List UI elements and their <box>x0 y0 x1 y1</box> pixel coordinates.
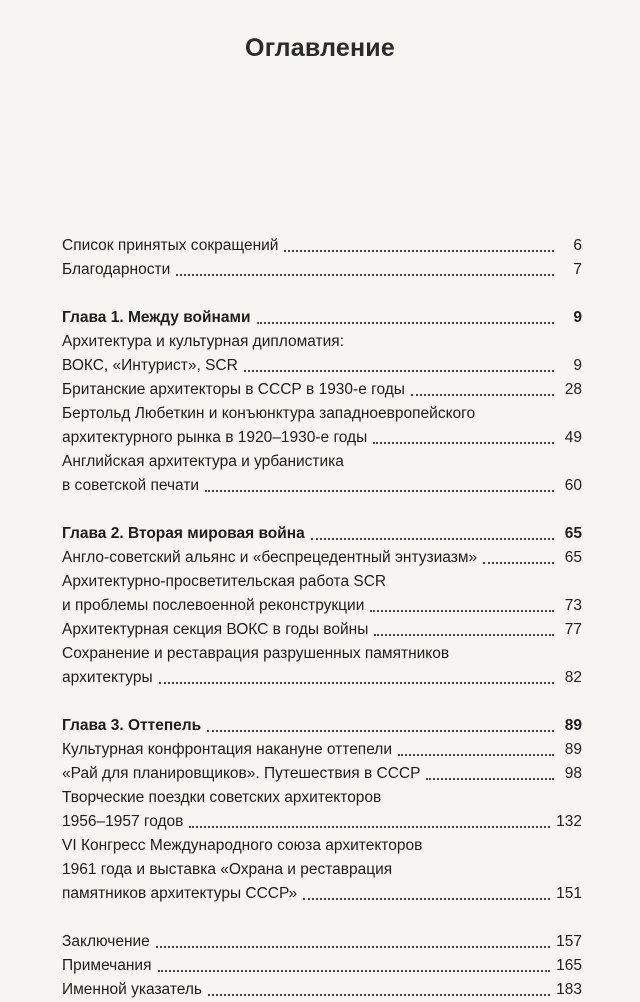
toc-page-number: 132 <box>556 813 582 830</box>
toc-entry-line: Бертольд Любеткин и конъюнктура западноевропейского <box>62 405 476 422</box>
dot-leader <box>176 273 554 276</box>
toc-entry-1-4[interactable] <box>62 474 582 498</box>
toc-entry-2-2[interactable] <box>62 594 582 618</box>
dot-leader <box>311 537 554 540</box>
dot-leader <box>398 753 554 756</box>
chapter-title: Глава 3. Оттепель <box>62 717 202 734</box>
toc-page-number: 77 <box>564 621 582 638</box>
toc-page-number: 65 <box>564 549 582 566</box>
toc-entry-line: 1961 года и выставка «Охрана и реставрация <box>62 861 393 878</box>
toc-page-number: 89 <box>564 741 582 758</box>
toc-entry-title: архитектуры <box>62 669 153 686</box>
toc-chapter-3[interactable] <box>62 714 582 738</box>
toc-entry-title: архитектурного рынка в 1920–1930-е годы <box>62 429 368 446</box>
toc-page-number: 60 <box>564 477 582 494</box>
toc-entry-2-3[interactable] <box>62 618 582 642</box>
dot-leader <box>284 249 554 252</box>
dot-leader <box>159 681 554 684</box>
toc-entry-1-3[interactable] <box>62 426 582 450</box>
toc-page-number: 7 <box>573 261 582 278</box>
toc-page-number: 9 <box>573 357 582 374</box>
toc-page-number: 6 <box>573 237 582 254</box>
dot-leader <box>244 369 554 372</box>
toc-page-number: 183 <box>556 981 582 998</box>
toc-entry-title: Именной указатель <box>62 981 202 998</box>
toc-entry-3-3[interactable] <box>62 810 582 834</box>
dot-leader <box>156 945 550 948</box>
page-title: Оглавление <box>245 34 395 62</box>
toc-entry-line: Творческие поездки советских архитекторов <box>62 789 382 806</box>
toc-entry-title: ВОКС, «Интурист», SCR <box>62 357 238 374</box>
toc-page-number: 65 <box>564 525 582 542</box>
toc-entry-3-1[interactable] <box>62 738 582 762</box>
toc-entry-title: Благодарности <box>62 261 171 278</box>
toc-entry-3-4[interactable] <box>62 882 582 906</box>
toc-entry-title: «Рай для планировщиков». Путешествия в СССР <box>62 765 421 782</box>
toc-page-number: 157 <box>556 933 582 950</box>
dot-leader <box>374 633 554 636</box>
toc-page-number: 49 <box>564 429 582 446</box>
toc-page-number: 82 <box>564 669 582 686</box>
toc-entry-title: Англо-советский альянс и «беспрецедентный энтузиазм» <box>62 549 478 566</box>
dot-leader <box>411 393 554 396</box>
table-of-contents <box>62 234 582 1002</box>
toc-entry-title: Список принятых сокращений <box>62 237 279 254</box>
toc-entry-acknowledgements[interactable] <box>62 258 582 282</box>
toc-entry-title: Культурная конфронтация накануне оттепели <box>62 741 393 758</box>
toc-entry-title: Архитектурная секция ВОКС в годы войны <box>62 621 369 638</box>
toc-entry-title: в советской печати <box>62 477 200 494</box>
dot-leader <box>189 825 550 828</box>
toc-entry-line: Архитектурно-просветительская работа SCR <box>62 573 387 590</box>
chapter-title: Глава 2. Вторая мировая война <box>62 525 305 542</box>
dot-leader <box>483 561 554 564</box>
toc-entry-title: 1956–1957 годов <box>62 813 184 830</box>
chapter-title: Глава 1. Между войнами <box>62 309 251 326</box>
toc-page-number: 89 <box>564 717 582 734</box>
toc-entry-notes[interactable] <box>62 954 582 978</box>
toc-entry-line: Английская архитектура и урбанистика <box>62 453 344 470</box>
toc-entry-title: и проблемы послевоенной реконструкции <box>62 597 365 614</box>
toc-chapter-2[interactable] <box>62 522 582 546</box>
toc-entry-2-1[interactable] <box>62 546 582 570</box>
dot-leader <box>207 729 554 732</box>
toc-entry-line: Архитектура и культурная дипломатия: <box>62 333 345 350</box>
dot-leader <box>426 777 554 780</box>
toc-chapter-1[interactable] <box>62 306 582 330</box>
toc-entry-conclusion[interactable] <box>62 930 582 954</box>
toc-entry-title: Британские архитекторы в СССР в 1930-е годы <box>62 381 405 398</box>
toc-page-number: 151 <box>556 885 582 902</box>
dot-leader <box>370 609 554 612</box>
dot-leader <box>205 489 554 492</box>
dot-leader <box>208 993 550 996</box>
toc-entry-abbreviations[interactable] <box>62 234 582 258</box>
toc-page-number: 28 <box>564 381 582 398</box>
toc-page-number: 73 <box>564 597 582 614</box>
dot-leader <box>257 321 554 324</box>
dot-leader <box>373 441 554 444</box>
dot-leader <box>303 897 550 900</box>
toc-entry-title: Примечания <box>62 957 152 974</box>
toc-entry-line: Сохранение и реставрация разрушенных памятников <box>62 645 450 662</box>
toc-entry-name-index[interactable] <box>62 978 582 1002</box>
toc-entry-title: Заключение <box>62 933 150 950</box>
toc-entry-line: VI Конгресс Международного союза архитекторов <box>62 837 423 854</box>
toc-entry-1-2[interactable] <box>62 378 582 402</box>
toc-page-number: 165 <box>556 957 582 974</box>
toc-page-number: 9 <box>573 309 582 326</box>
dot-leader <box>158 969 551 972</box>
toc-page-number: 98 <box>564 765 582 782</box>
toc-entry-1-1[interactable] <box>62 354 582 378</box>
toc-entry-2-4[interactable] <box>62 666 582 690</box>
toc-entry-3-2[interactable] <box>62 762 582 786</box>
toc-entry-title: памятников архитектуры СССР» <box>62 885 298 902</box>
